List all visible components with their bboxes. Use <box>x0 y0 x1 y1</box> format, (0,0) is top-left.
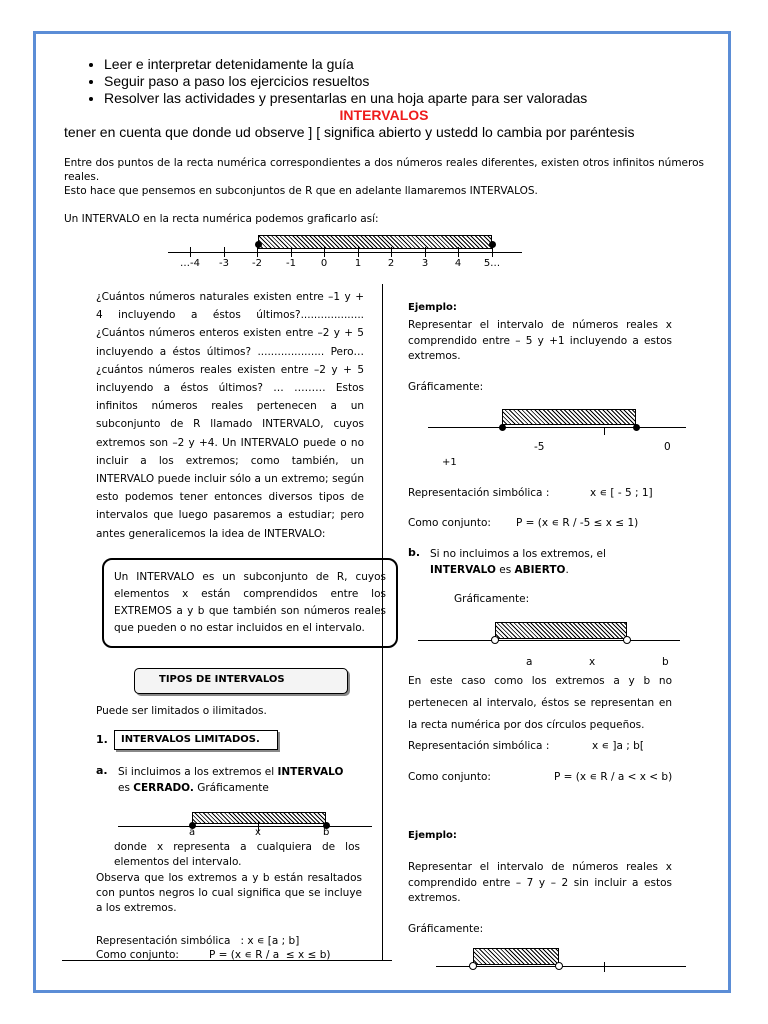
axis-label: -3 <box>219 258 229 269</box>
set-notation-label: Como conjunto: <box>408 771 491 783</box>
number-line <box>118 826 372 827</box>
axis-tick <box>492 247 493 257</box>
interval-hatch <box>473 948 559 965</box>
set-notation-value: P = (x ∊ R / -5 ≤ x ≤ 1) <box>516 517 639 529</box>
axis-tick <box>324 247 325 257</box>
text: Gráficamente <box>193 782 269 794</box>
number-line <box>428 427 686 428</box>
axis-label: a <box>526 656 533 668</box>
graph-label: Gráficamente: <box>408 381 484 393</box>
symbolic-representation-value: x ∊ [ - 5 ; 1] <box>590 487 653 499</box>
item-label: a. <box>96 764 108 777</box>
text: es <box>495 564 515 576</box>
axis-label: +1 <box>442 457 457 468</box>
axis-label: 5… <box>483 258 501 269</box>
intro-paragraph: Un INTERVALO en la recta numérica podemos graficarlo así: <box>64 213 379 225</box>
open-interval-text <box>430 546 672 578</box>
axis-label: 4 <box>454 258 462 269</box>
closed-endpoint <box>499 424 506 431</box>
bold-text: CERRADO. <box>133 782 194 794</box>
axis-label: -1 <box>286 258 296 269</box>
open-endpoint <box>491 636 499 644</box>
axis-label: 3 <box>421 258 429 269</box>
interval-hatch <box>192 812 326 824</box>
set-notation-value: P = (x ∊ R / a < x < b) <box>554 771 673 783</box>
symbolic-representation-label: Representación simbólica : <box>408 487 550 499</box>
axis-tick <box>291 247 292 257</box>
interval-hatch <box>258 235 492 249</box>
axis-tick <box>257 247 258 257</box>
intro-paragraph: Esto hace que pensemos en subconjuntos de R que en adelante llamaremos INTERVALOS. <box>64 185 538 197</box>
bold-text: INTERVALO <box>277 766 344 778</box>
text: Si incluimos a los extremos el <box>118 766 278 778</box>
questions-text: ¿Cuántos números naturales existen entre –1 y + 4 incluyendo a éstos últimos?................... ¿Cuántos números enteros existen entre –2 y + 5 incluyendo a éstos últimos? .................... Pero… ¿cuántos números reales existen entre –2 y + 5 incluyendo a éstos últimos? … ……… Estos infinitos números reales pertenecen a un subconjunto de R llamado INTERVALO, cuyos extremos son –2 y +4. Un INTERVALO puede o no incluir a los extremos; como también, un INTERVALO puede incluir sólo a un extremo; según esto podemos tener entonces diversos tipos de intervalos que luego pasaremos a estudiar; pero antes generalicemos la idea de INTERVALO: <box>96 291 364 540</box>
example-text: Representar el intervalo de números reales x comprendido entre – 5 y +1 incluyendo a estos extremos. <box>408 319 672 362</box>
section-number: 1. <box>96 733 108 746</box>
graph-label: Gráficamente: <box>408 923 484 935</box>
axis-label: x <box>255 827 261 838</box>
definition-box: Un INTERVALO es un subconjunto de R, cuyos elementos x están comprendidos entre los EXTREMOS a y b que también son números reales que pueden o no estar incluidos en el intervalo. <box>102 558 398 648</box>
item-label: b. <box>408 546 421 559</box>
open-endpoint <box>469 962 477 970</box>
axis-label: b <box>662 656 669 668</box>
axis-tick <box>604 962 605 972</box>
graph-label: Gráficamente: <box>454 593 530 605</box>
axis-label: 2 <box>387 258 395 269</box>
set-notation: Como conjunto: P = (x ∊ R / a ≤ x ≤ b) <box>96 949 331 961</box>
text: . <box>565 564 569 576</box>
bold-text: ABIERTO <box>514 564 566 576</box>
instruction-item: • Resolver las actividades y presentarlas en una hoja aparte para ser valoradas <box>104 90 587 107</box>
axis-tick <box>190 247 191 257</box>
example-heading: Ejemplo: <box>408 830 457 841</box>
limits-text: Puede ser limitados o ilimitados. <box>96 705 267 717</box>
axis-tick <box>425 247 426 257</box>
axis-tick <box>391 247 392 257</box>
intro-paragraph: Entre dos puntos de la recta numérica correspondientes a dos números reales diferentes, existen otros infinitos números reales. <box>64 157 704 183</box>
example-heading: Ejemplo: <box>408 302 457 313</box>
axis-label: …-4 <box>180 258 200 269</box>
axis-tick <box>458 247 459 257</box>
symbolic-representation-label: Representación simbólica : <box>408 740 550 752</box>
axis-tick <box>358 247 359 257</box>
page-title: INTERVALOS <box>339 107 429 123</box>
axis-label: -2 <box>252 258 262 269</box>
axis-label: x <box>589 656 596 668</box>
axis-tick <box>604 427 605 435</box>
observa-text: Observa que los extremos a y b están resaltados con puntos negros lo cual significa que se incluye a los extremos. <box>96 872 362 914</box>
donde-text: donde x representa a cualquiera de los elementos del intervalo. <box>114 841 360 868</box>
axis-tick <box>224 247 225 257</box>
example-text: Representar el intervalo de números reales x comprendido entre – 7 y – 2 sin incluir a estos extremos. <box>408 861 672 904</box>
open-endpoint <box>555 962 563 970</box>
closed-endpoint <box>633 424 640 431</box>
axis-label: 0 <box>664 441 671 453</box>
bold-text: INTERVALO <box>430 564 496 576</box>
text: Si no incluimos a los extremos, el <box>430 548 606 560</box>
closed-interval-text <box>118 764 368 796</box>
set-notation-label: Como conjunto: <box>408 517 491 529</box>
number-line <box>168 252 522 253</box>
instruction-item: • Seguir paso a paso los ejercicios resueltos <box>104 73 587 90</box>
axis-label: 1 <box>354 258 362 269</box>
open-interval-explanation: En este caso como los extremos a y b no pertenecen al intervalo, éstos se representan en la recta numérica por dos círculos pequeños. <box>408 675 672 731</box>
note-text: tener en cuenta que donde ud observe ] [ significa abierto y ustedd lo cambia por paréntesis <box>64 124 635 140</box>
instruction-item: • Leer e interpretar detenidamente la guía <box>104 56 587 73</box>
instructions-list <box>86 56 587 107</box>
tipos-heading: TIPOS DE INTERVALOS <box>134 668 348 694</box>
interval-hatch <box>502 409 636 425</box>
symbolic-representation: Representación simbólica : x ∊ [a ; b] <box>96 935 300 947</box>
axis-label: 0 <box>320 258 328 269</box>
symbolic-representation-value: x ∊ ]a ; b[ <box>592 740 644 752</box>
limitados-heading: INTERVALOS LIMITADOS. <box>114 730 278 750</box>
axis-label: -5 <box>534 441 545 453</box>
text: es <box>118 782 134 794</box>
interval-hatch <box>495 622 627 639</box>
axis-label: b <box>323 827 330 838</box>
axis-label: a <box>189 827 196 838</box>
open-endpoint <box>623 636 631 644</box>
number-line <box>418 640 680 641</box>
